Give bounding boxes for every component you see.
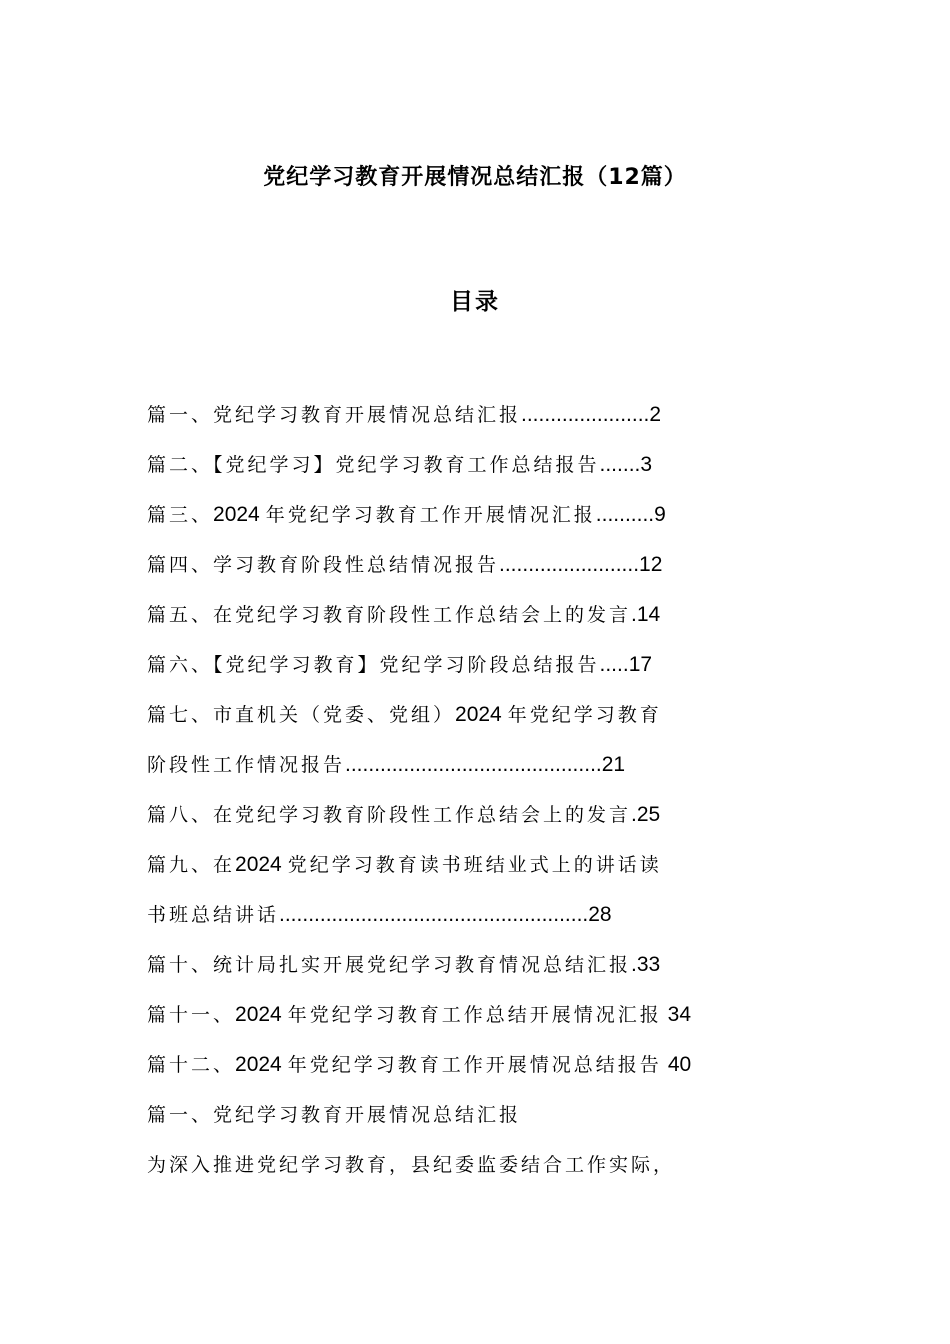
page-number: 28 — [588, 903, 612, 926]
toc-entry-continuation[interactable]: 书班总结讲话.....................................................28 — [147, 903, 612, 926]
toc-entry[interactable]: 篇五、在党纪学习教育阶段性工作总结会上的发言.14 — [147, 603, 661, 626]
toc-entry[interactable]: 篇十一、2024 年党纪学习教育工作总结开展情况汇报 34 — [147, 1003, 691, 1026]
page-number: 9 — [654, 503, 666, 526]
page-number: 17 — [628, 653, 653, 676]
toc-entry[interactable]: 篇一、党纪学习教育开展情况总结汇报......................2 — [147, 403, 662, 426]
toc-entry[interactable]: 篇十二、2024 年党纪学习教育工作开展情况总结报告 40 — [147, 1053, 692, 1076]
document-title: 党纪学习教育开展情况总结汇报（12篇） — [263, 165, 687, 190]
page-number: 3 — [640, 453, 653, 476]
page-number: 21 — [601, 753, 626, 776]
page-number: 40 — [667, 1053, 692, 1076]
toc-entry[interactable]: 篇九、在2024 党纪学习教育读书班结业式上的讲话读 — [147, 853, 662, 876]
page-number: 14 — [636, 603, 661, 626]
body-paragraph: 为深入推进党纪学习教育，县纪委监委结合工作实际， — [147, 1154, 676, 1176]
page-number: 34 — [667, 1003, 691, 1026]
toc-entry[interactable]: 篇七、市直机关（党委、党组）2024 年党纪学习教育 — [147, 703, 662, 726]
page-number: 2 — [649, 403, 662, 426]
page-number: 25 — [636, 803, 661, 826]
toc-entry[interactable]: 篇十、统计局扎实开展党纪学习教育情况总结汇报.33 — [147, 953, 661, 976]
toc-entry[interactable]: 篇三、2024 年党纪学习教育工作开展情况汇报..........9 — [147, 503, 666, 526]
toc-entry[interactable]: 篇二、【党纪学习】党纪学习教育工作总结报告.......3 — [147, 453, 653, 476]
page-number: 33 — [636, 953, 661, 976]
toc-entry[interactable]: 篇六、【党纪学习教育】党纪学习阶段总结报告.....17 — [147, 653, 653, 676]
section-heading: 篇一、党纪学习教育开展情况总结汇报 — [147, 1104, 522, 1126]
toc-entry[interactable]: 篇八、在党纪学习教育阶段性工作总结会上的发言.25 — [147, 803, 661, 826]
page-number: 12 — [639, 553, 663, 576]
toc-entry-continuation[interactable]: 阶段性工作情况报告............................................21 — [147, 753, 626, 776]
toc-heading: 目录 — [450, 289, 500, 315]
toc-entry[interactable]: 篇四、学习教育阶段性总结情况报告........................12 — [147, 553, 663, 576]
